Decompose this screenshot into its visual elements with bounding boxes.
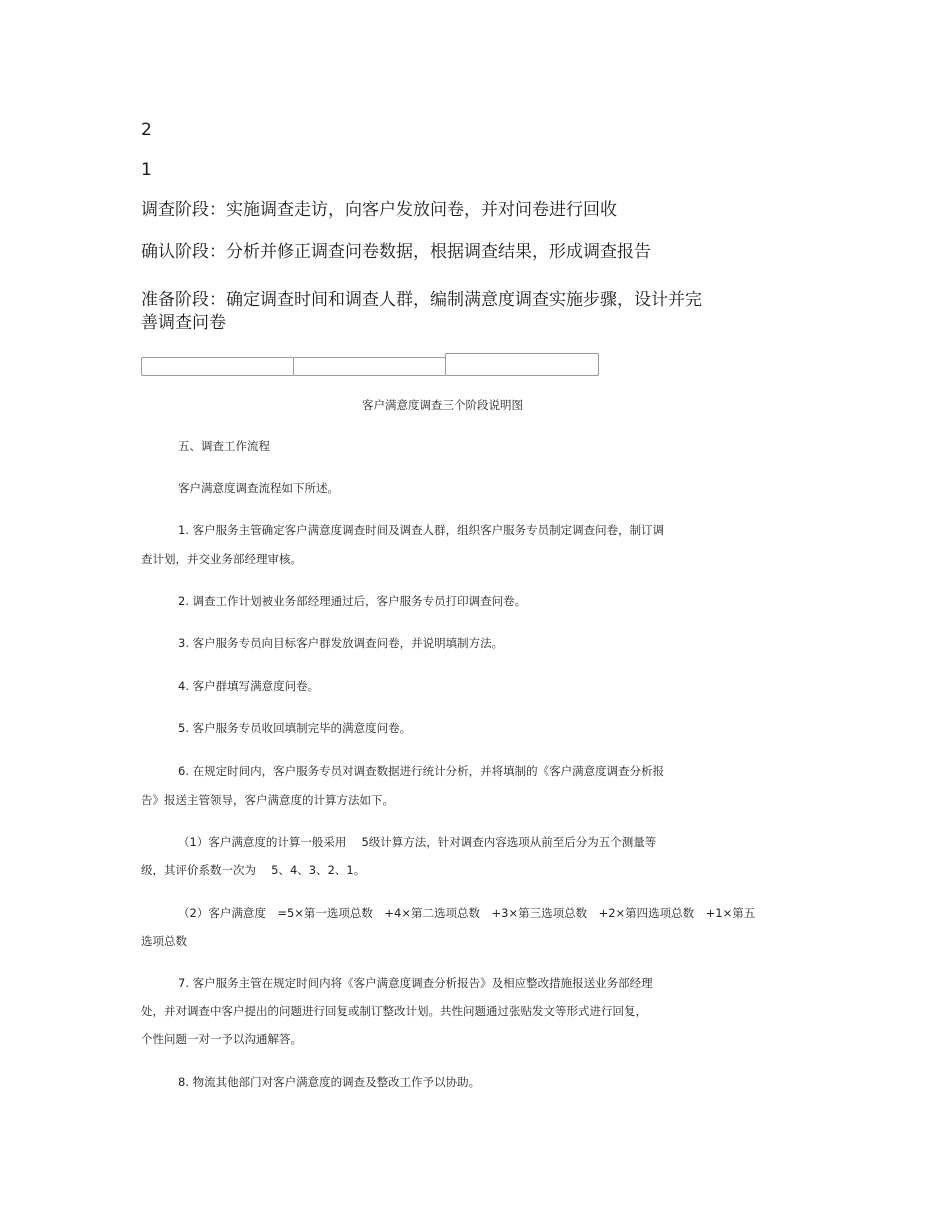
- step-6-line1: 6. 在规定时间内，客户服务专员对调查数据进行统计分析，并将填制的《客户满意度调查分析报: [178, 764, 665, 778]
- step-7-line3: 个性问题一对一予以沟通解答。: [141, 1032, 302, 1046]
- calc-1-line2: 级，其评价系数一次为 5、4、3、2、1。: [141, 863, 366, 877]
- step-7-line1: 7. 客户服务主管在规定时间内将《客户满意度调查分析报告》及相应整改措施报送业务部经理: [178, 976, 653, 990]
- step-2: 2. 调查工作计划被业务部经理通过后，客户服务专员打印调查问卷。: [178, 594, 527, 608]
- stage-confirm: 确认阶段：分析并修正调查问卷数据，根据调查结果，形成调查报告: [141, 242, 651, 262]
- calc-2-line1: （2）客户满意度 =5×第一选项总数 +4×第二选项总数 +3×第三选项总数 +2×第四选项总数 +1×第五: [178, 906, 756, 920]
- calc-2-line2: 选项总数: [141, 934, 187, 948]
- section-title: 五、调查工作流程: [178, 439, 270, 453]
- intro-text: 客户满意度调查流程如下所述。: [178, 481, 339, 495]
- stage-prepare-line2: 善调查问卷: [141, 313, 226, 333]
- step-6-line2: 告》报送主管领导，客户满意度的计算方法如下。: [141, 793, 394, 807]
- step-7-line2: 处，并对调查中客户提出的问题进行回复或制订整改计划。共性问题通过张贴发文等形式进行回复，: [141, 1004, 647, 1018]
- step-3: 3. 客户服务专员向目标客户群发放调查问卷，并说明填制方法。: [178, 636, 504, 650]
- number-2: 2: [141, 120, 152, 140]
- step-8: 8. 物流其他部门对客户满意度的调查及整改工作予以协助。: [178, 1075, 481, 1089]
- diagram-box-3: [445, 353, 599, 376]
- diagram-box-1: [141, 357, 294, 376]
- step-5: 5. 客户服务专员收回填制完毕的满意度问卷。: [178, 721, 412, 735]
- stage-prepare-line1: 准备阶段：确定调查时间和调查人群，编制满意度调查实施步骤，设计并完: [141, 290, 702, 310]
- number-1: 1: [141, 160, 152, 180]
- diagram-box-2: [293, 357, 446, 376]
- calc-1-line1: （1）客户满意度的计算一般采用 5级计算方法，针对调查内容选项从前至后分为五个测量等: [178, 835, 657, 849]
- stage-survey: 调查阶段：实施调查走访，向客户发放问卷，并对问卷进行回收: [141, 200, 617, 220]
- diagram-caption: 客户满意度调查三个阶段说明图: [362, 398, 523, 412]
- step-4: 4. 客户群填写满意度问卷。: [178, 679, 320, 693]
- step-1-line1: 1. 客户服务主管确定客户满意度调查时间及调查人群，组织客户服务专员制定调查问卷，制订调: [178, 523, 665, 537]
- step-1-line2: 查计划，并交业务部经理审核。: [141, 552, 302, 566]
